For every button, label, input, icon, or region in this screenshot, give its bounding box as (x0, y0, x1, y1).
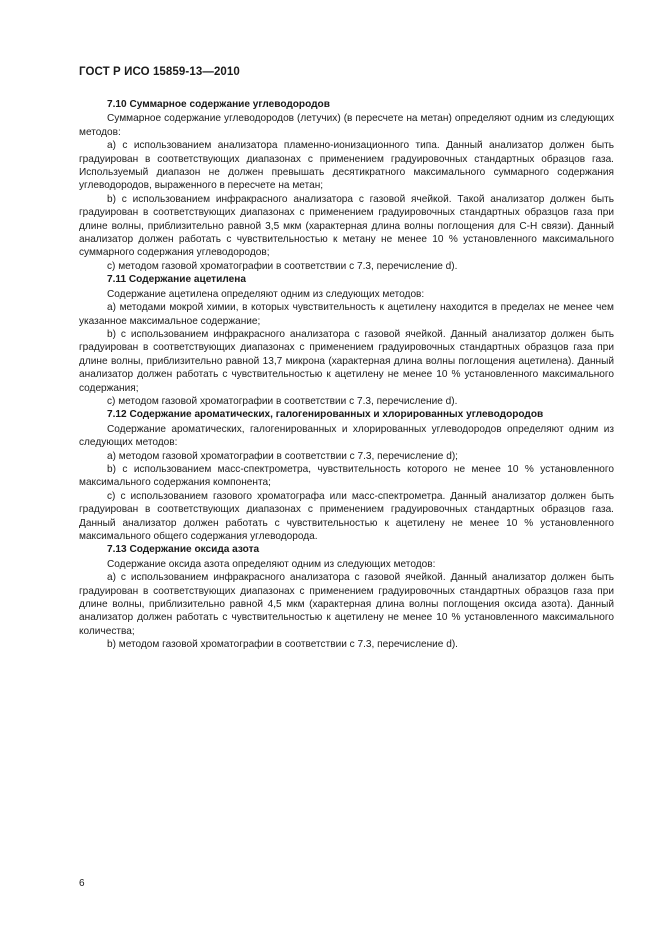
list-item: b) с использованием инфракрасного анализатора с газовой ячейкой. Такой анализатор должен быть градуирован в соответствующих диапазонах с применением градуировочных стандартных образцов газа при длине волны, приблизительно равной 3,5 мкм (характерная длина волны поглощения для С-Н связи). Данный анализатор должен работать с чувствительностью к метану не менее 10 % установленного максимального суммарного содержания углеводородов; (79, 193, 614, 259)
list-item: а) методом газовой хроматографии в соответствии с 7.3, перечисление d); (107, 450, 458, 462)
list-item: с) методом газовой хроматографии в соответствии с 7.3, перечисление d). (107, 395, 458, 407)
list-item: b) методом газовой хроматографии в соответствии с 7.3, перечисление d). (107, 639, 458, 651)
section-7-13 (79, 543, 614, 651)
list-item: b) с использованием инфракрасного анализатора с газовой ячейкой. Данный анализатор должен быть градуирован в соответствующих диапазонах с применением градуировочных стандартных образцов газа при длине волны, приблизительно равной 13,7 микрона (характерная длина волны поглощения ацетилена). Данный анализатор должен работать с чувствительностью к ацетилену не менее 10 % установленного максимального содержания; (79, 328, 614, 394)
section-7-10 (79, 98, 614, 273)
section-heading: 7.13 Содержание оксида азота (107, 544, 260, 556)
page-number: 6 (79, 878, 85, 889)
paragraph: Суммарное содержание углеводородов (летучих) (в пересчете на метан) определяют одним из следующих методов: (79, 113, 614, 138)
list-item: b) с использованием масс-спектрометра, чувствительность которого не менее 10 % установленного максимального содержания компонента; (79, 463, 614, 489)
list-item: а) с использованием инфракрасного анализатора с газовой ячейкой. Данный анализатор должен быть градуирован в соответствующих диапазонах с применением градуировочных стандартных образцов газа при длине волны, приблизительно равной 4,5 мкм (характерная длина волны поглощения оксида азота). Данный анализатор должен работать с чувствительностью к ацетилену не менее 10 % установленного максимального количества; (79, 572, 614, 637)
section-7-11 (79, 273, 614, 408)
list-item: с) с использованием газового хроматографа или масс-спектрометра. Данный анализатор должен быть градуирован в соответствующих диапазонах с применением градуировочных стандартных образцов газа. Данный анализатор должен работать с чувствительностью к ацетилену не менее 10 % установленного максимального общего содержания углеводорода. (79, 490, 614, 542)
document-body (79, 98, 614, 652)
list-item: с) методом газовой хроматографии в соответствии с 7.3, перечисление d). (107, 260, 458, 272)
paragraph: Содержание ацетилена определяют одним из следующих методов: (107, 288, 425, 300)
section-7-12 (79, 408, 614, 543)
section-heading: 7.10 Суммарное содержание углеводородов (107, 99, 330, 110)
section-heading: 7.11 Содержание ацетилена (107, 274, 246, 286)
list-item: а) с использованием анализатора пламенно-ионизационного типа. Данный анализатор должен быть градуирован в соответствующих диапазонах с применением градуировочных стандартных образцов газа. Используемый диапазон не должен превышать десятикратного максимального суммарного содержания углеводородов, выраженного в пересчете на метан; (79, 140, 614, 192)
section-heading: 7.12 Содержание ароматических, галогенированных и хлорированных углеводородов (107, 409, 544, 421)
document-header: ГОСТ Р ИСО 15859-13—2010 (79, 66, 240, 78)
list-item: а) методами мокрой химии, в которых чувствительность к ацетилену находится в пределах не менее чем указанное максимальное содержание; (79, 302, 614, 327)
paragraph: Содержание ароматических, галогенированных и хлорированных углеводородов определяют одним из следующих методов: (79, 423, 614, 449)
paragraph: Содержание оксида азота определяют одним из следующих методов: (107, 558, 436, 570)
